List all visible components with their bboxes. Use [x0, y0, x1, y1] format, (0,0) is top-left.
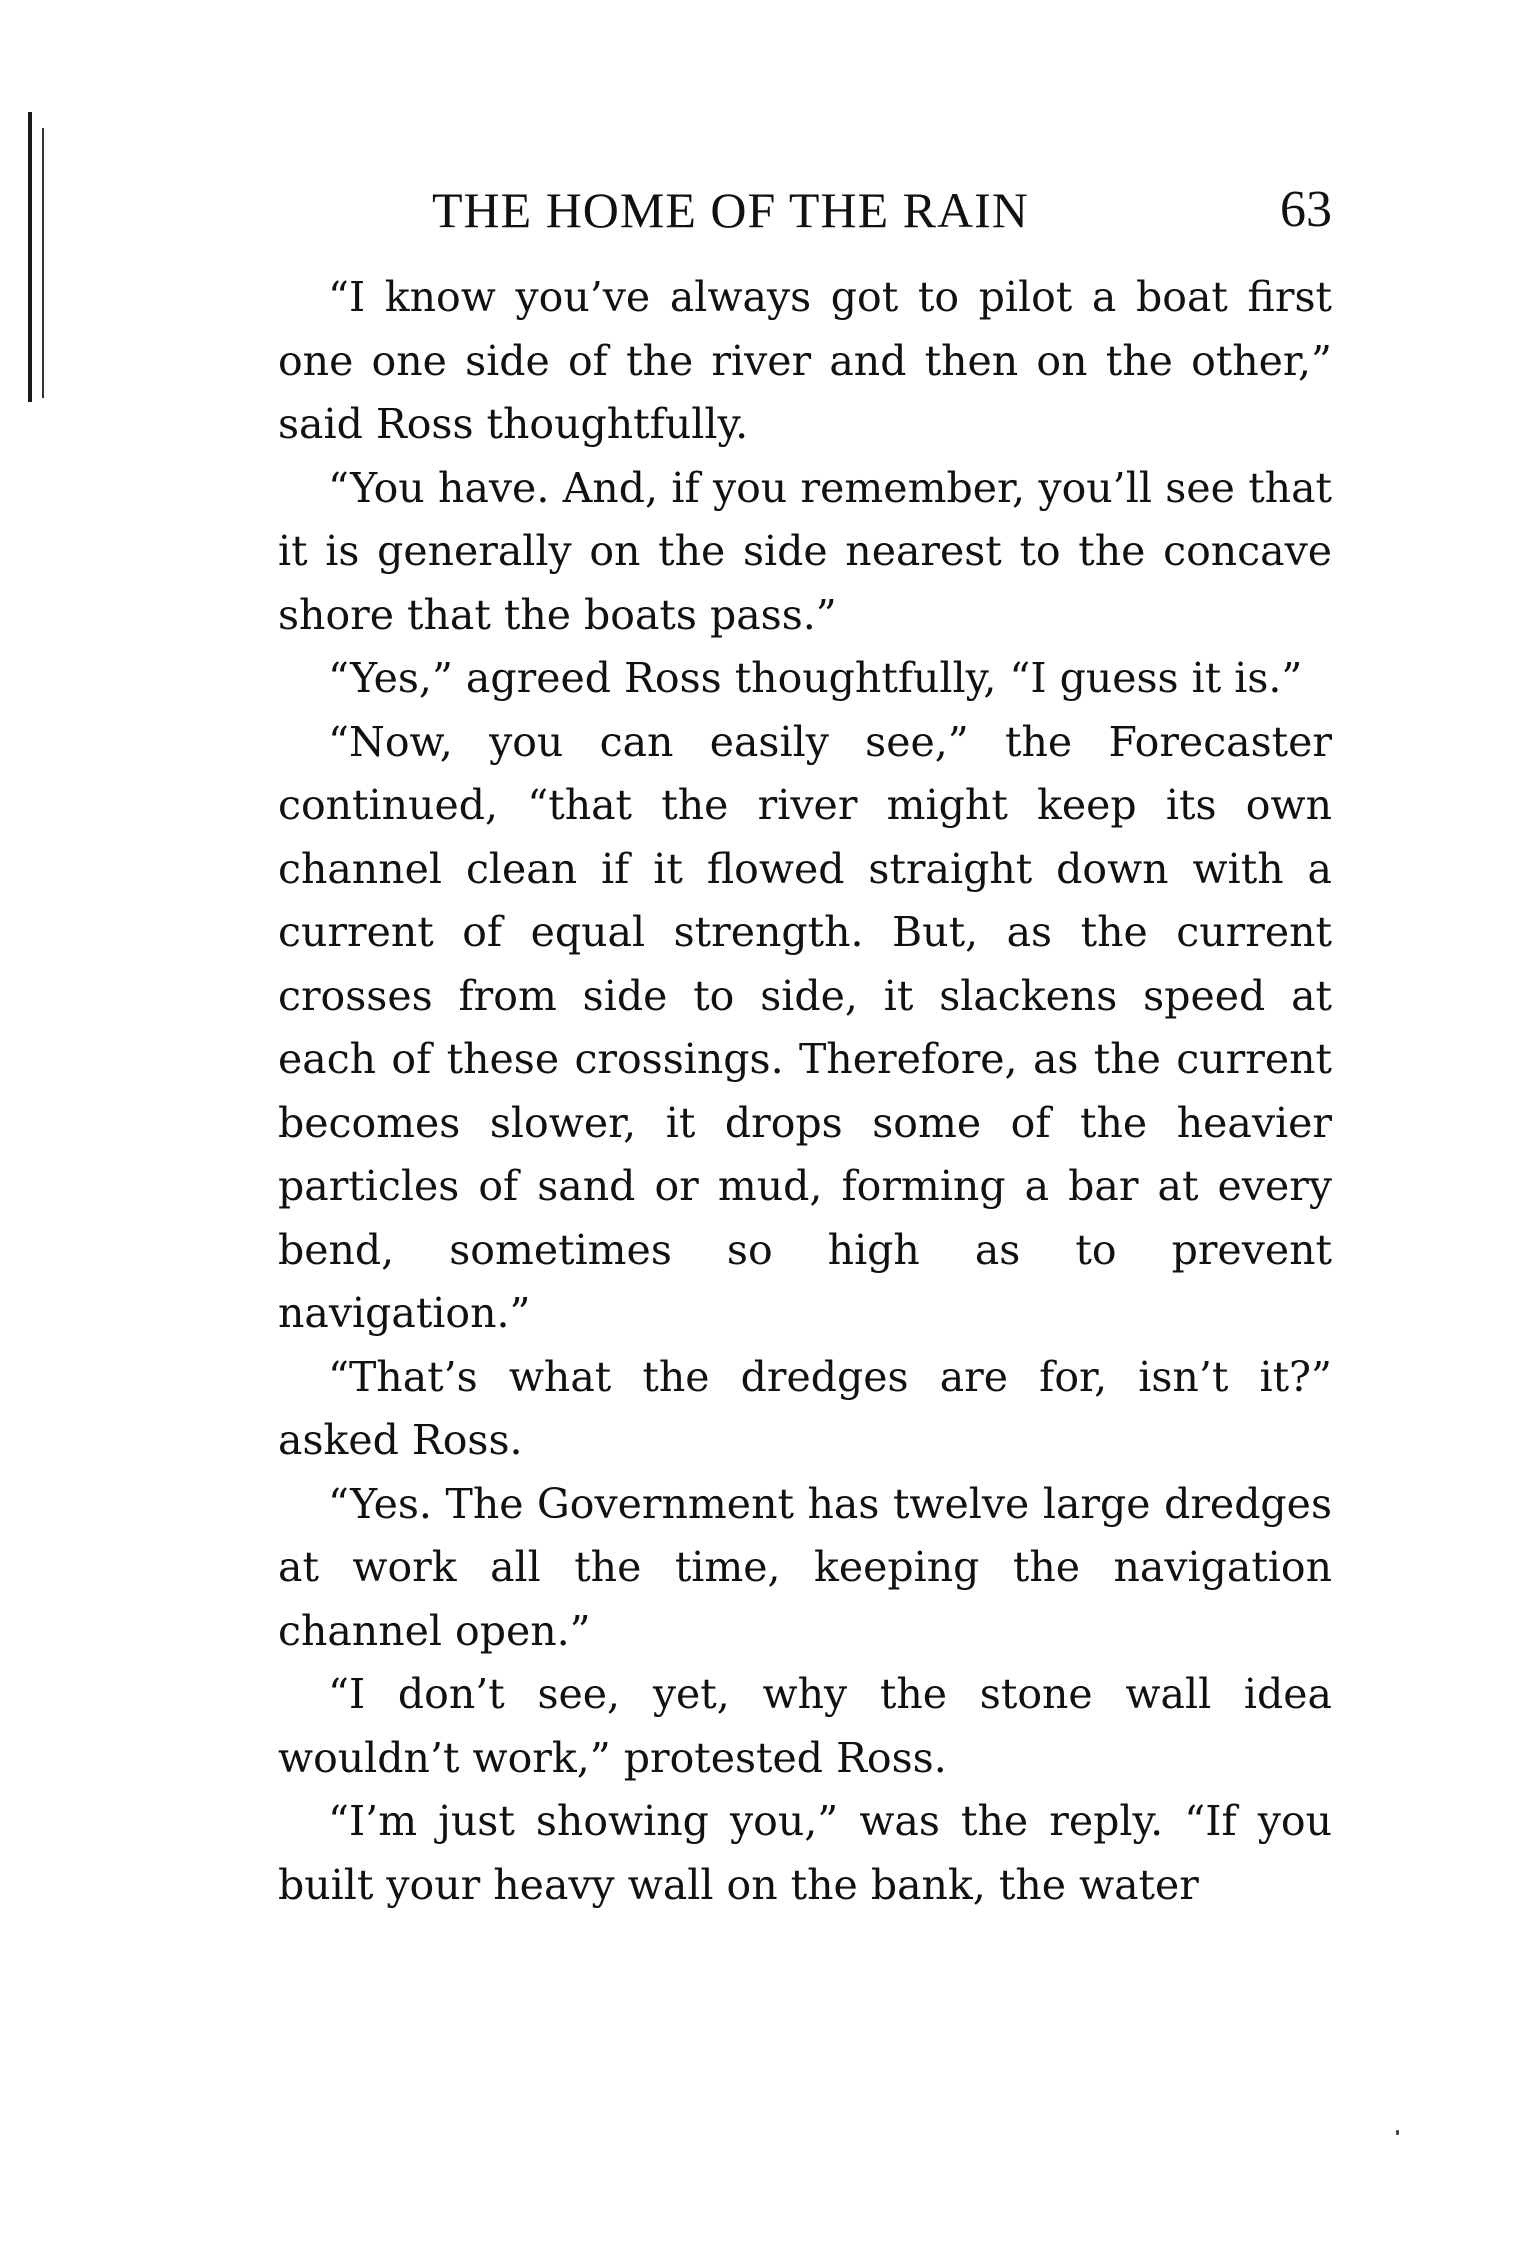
paragraph-7: “I don’t see, yet, why the stone wall idea wouldn’t work,” protested Ross.: [278, 1670, 1332, 1782]
ink-speck: [1396, 2130, 1399, 2135]
running-title: THE HOME OF THE RAIN: [432, 182, 1029, 238]
body-text: [278, 266, 1332, 1917]
page-binding-shadow: [42, 128, 44, 398]
paragraph-2: “You have. And, if you remember, you’ll see that it is generally on the side nearest to the concave shore that the boats pass.”: [278, 463, 1332, 639]
page-binding-edge: [28, 112, 32, 402]
running-head: [432, 178, 1332, 242]
page-number: 63: [1280, 181, 1332, 238]
paragraph-1: “I know you’ve always got to pilot a boat first one one side of the river and then on the other,” said Ross thoughtfully.: [278, 273, 1332, 448]
paragraph-5: “That’s what the dredges are for, isn’t it?” asked Ross.: [278, 1352, 1332, 1464]
paragraph-6: “Yes. The Government has twelve large dredges at work all the time, keeping the navigation channel open.”: [278, 1479, 1332, 1655]
paragraph-4: “Now, you can easily see,” the Forecaster continued, “that the river might keep its own channel clean if it flowed straight down with a current of equal strength. But, as the current crosses from side to side, it slackens speed at each of these crossings. Therefore, as the current becomes slower, it drops some of the heavier particles of sand or mud, forming a bar at every bend, sometimes so high as to prevent navigation.”: [278, 717, 1332, 1337]
paragraph-8: “I’m just showing you,” was the reply. “If you built your heavy wall on the bank, the water: [278, 1797, 1332, 1909]
paragraph-3: “Yes,” agreed Ross thoughtfully, “I guess it is.”: [328, 654, 1303, 702]
